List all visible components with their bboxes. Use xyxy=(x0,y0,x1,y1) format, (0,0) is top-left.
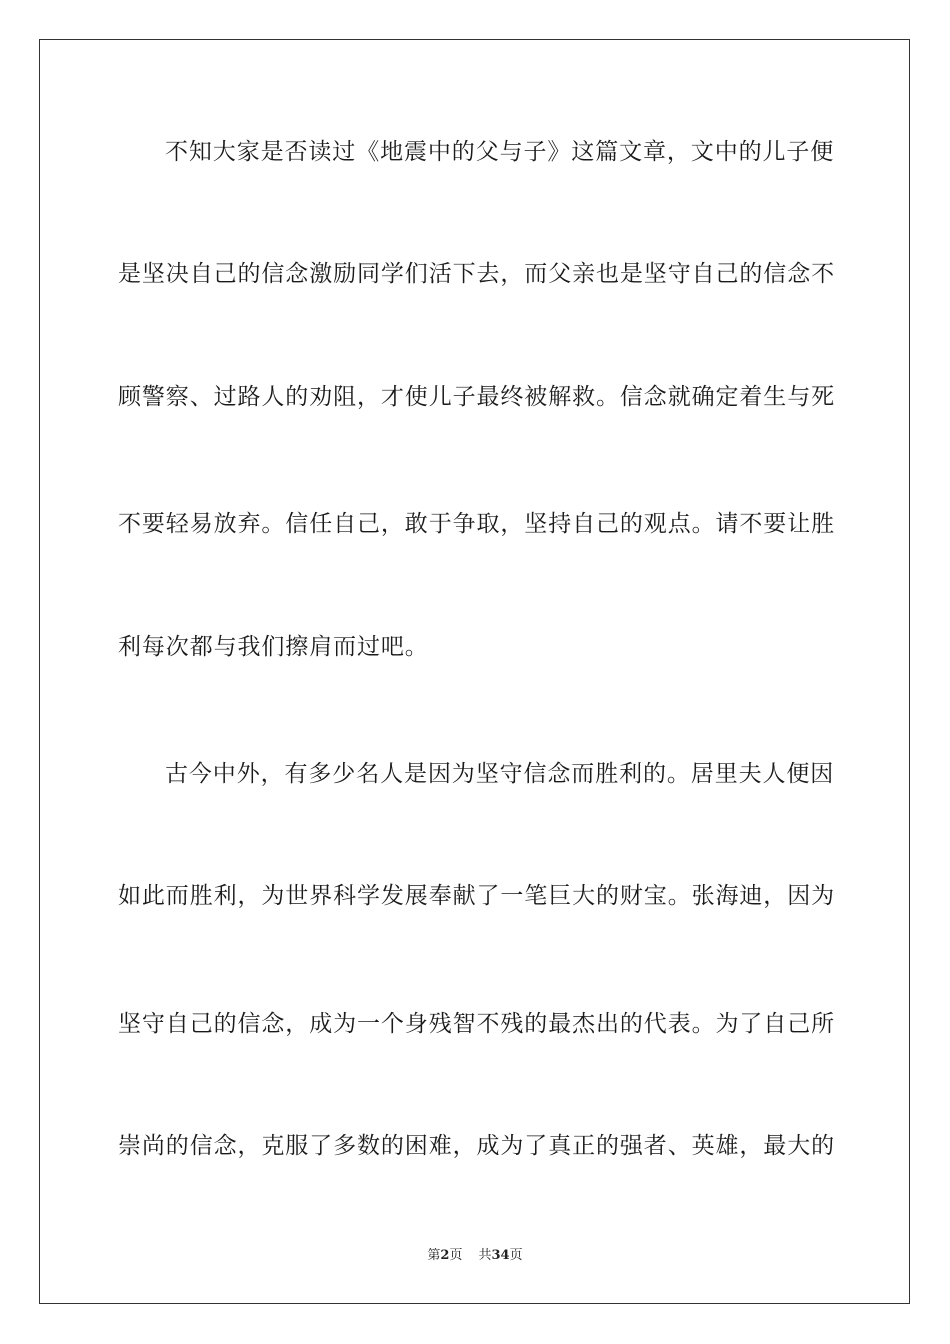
page-suffix: 页 xyxy=(449,1248,463,1263)
text-line: 利每次都与我们擦肩而过吧。 xyxy=(118,634,429,660)
text-line: 坚守自己的信念，成为一个身残智不残的最杰出的代表。为了自己所 xyxy=(118,1011,835,1037)
text-line: 如此而胜利，为世界科学发展奉献了一笔巨大的财宝。张海迪，因为 xyxy=(118,883,835,909)
total-number: 34 xyxy=(491,1248,510,1263)
text-line: 不要轻易放弃。信任自己，敢于争取，坚持自己的观点。请不要让胜 xyxy=(118,511,835,537)
page-prefix: 第 xyxy=(427,1248,441,1263)
page-border xyxy=(39,39,910,1304)
text-line: 崇尚的信念，克服了多数的困难，成为了真正的强者、英雄，最大的 xyxy=(118,1133,835,1159)
page-footer xyxy=(0,1248,950,1264)
page-indicator xyxy=(427,1248,462,1264)
page-number: 2 xyxy=(440,1248,450,1263)
text-line: 是坚决自己的信念激励同学们活下去，而父亲也是坚守自己的信念不 xyxy=(118,261,835,287)
text-line: 顾警察、过路人的劝阻，才使儿子最终被解救。信念就确定着生与死 xyxy=(118,384,835,410)
total-suffix: 页 xyxy=(509,1248,523,1263)
total-prefix: 共 xyxy=(478,1248,492,1263)
text-line: 不知大家是否读过《地震中的父与子》这篇文章，文中的儿子便 xyxy=(165,139,835,165)
total-pages-indicator xyxy=(478,1248,522,1264)
text-line: 古今中外，有多少名人是因为坚守信念而胜利的。居里夫人便因 xyxy=(165,761,835,787)
